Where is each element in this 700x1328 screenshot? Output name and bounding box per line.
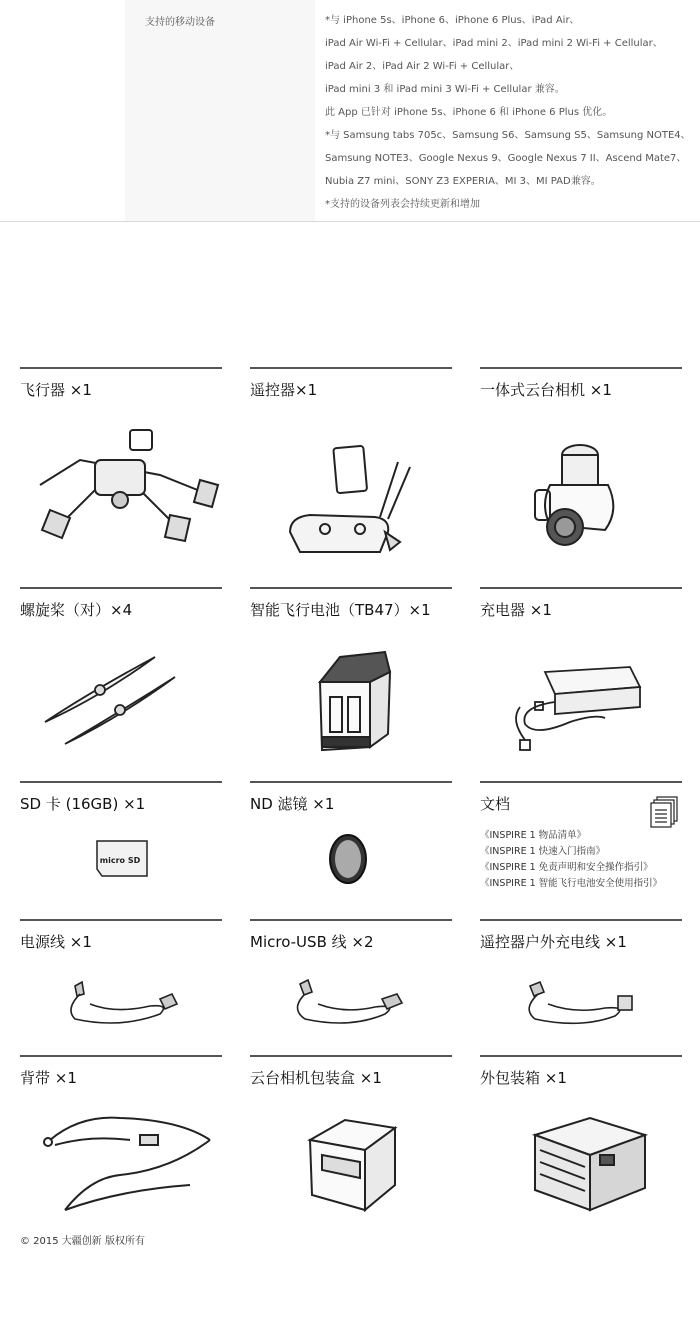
document-list	[480, 828, 662, 892]
item-divider	[480, 919, 682, 921]
outdoor-charging-cable-icon	[480, 974, 682, 1034]
item-divider	[250, 587, 452, 589]
document-entry: 《INSPIRE 1 免责声明和安全操作指引》	[480, 862, 653, 873]
gimbal-camera-icon	[480, 435, 682, 555]
item-divider	[480, 781, 682, 783]
item-divider	[250, 367, 452, 369]
spec-line: iPad Air 2、iPad Air 2 Wi-Fi + Cellular、	[325, 61, 520, 72]
strap-icon	[20, 1110, 222, 1220]
battery-icon	[250, 642, 452, 762]
spec-label-column	[125, 0, 315, 222]
item-title: 螺旋桨（对）×4	[20, 601, 133, 619]
item-title: 遥控器×1	[250, 381, 318, 399]
spec-line: 此 App 已针对 iPhone 5s、iPhone 6 和 iPhone 6 Plus 优化。	[325, 107, 613, 118]
item-divider	[20, 1055, 222, 1057]
item-divider	[20, 919, 222, 921]
item-divider	[20, 367, 222, 369]
spec-divider	[0, 221, 700, 222]
spec-line: Nubia Z7 mini、SONY Z3 EXPERIA、MI 3、MI PAD兼容。	[325, 176, 601, 187]
spec-label: 支持的移动设备	[145, 17, 215, 28]
camera-box-icon	[250, 1100, 452, 1220]
copyright-footer: © 2015 大疆创新 版权所有	[20, 1236, 145, 1247]
spec-line: *支持的设备列表会持续更新和增加	[325, 199, 480, 210]
item-divider	[250, 1055, 452, 1057]
charger-icon	[480, 662, 682, 762]
spec-line: *与 Samsung tabs 705c、Samsung S6、Samsung S5、Samsung NOTE4、	[325, 130, 691, 141]
document-icon	[650, 796, 680, 828]
spec-line: iPad mini 3 和 iPad mini 3 Wi-Fi + Cellular 兼容。	[325, 84, 565, 95]
drone-icon	[20, 415, 222, 545]
item-divider	[250, 781, 452, 783]
document-entry: 《INSPIRE 1 智能飞行电池安全使用指引》	[480, 878, 663, 889]
supported-devices-table	[0, 0, 700, 222]
spec-line: iPad Air Wi-Fi + Cellular、iPad mini 2、iPad mini 2 Wi-Fi + Cellular、	[325, 38, 663, 49]
item-title: 遥控器户外充电线 ×1	[480, 933, 627, 951]
spec-line: *与 iPhone 5s、iPhone 6、iPhone 6 Plus、iPad Air、	[325, 15, 580, 26]
microsd-label: micro SD	[99, 856, 141, 865]
item-title: 电源线 ×1	[20, 933, 92, 951]
item-title: ND 滤镜 ×1	[250, 795, 335, 813]
item-divider	[250, 919, 452, 921]
item-title: Micro-USB 线 ×2	[250, 933, 374, 951]
item-title: 文档	[480, 795, 511, 813]
microsd-icon	[20, 836, 222, 886]
item-title: 飞行器 ×1	[20, 381, 92, 399]
item-divider	[480, 587, 682, 589]
document-entry: 《INSPIRE 1 快速入门指南》	[480, 846, 606, 857]
item-divider	[20, 587, 222, 589]
item-divider	[20, 781, 222, 783]
item-divider	[480, 1055, 682, 1057]
carrying-case-icon	[480, 1100, 682, 1220]
item-title: SD 卡 (16GB) ×1	[20, 795, 146, 813]
item-title: 智能飞行电池（TB47）×1	[250, 601, 431, 619]
power-cable-icon	[20, 974, 222, 1034]
spec-value-lines	[325, 9, 695, 216]
item-title: 充电器 ×1	[480, 601, 552, 619]
item-divider	[480, 367, 682, 369]
remote-controller-icon	[250, 437, 452, 557]
item-title: 云台相机包装盒 ×1	[250, 1069, 382, 1087]
item-title: 外包装箱 ×1	[480, 1069, 567, 1087]
usb-cable-icon	[250, 974, 452, 1034]
nd-filter-icon	[250, 829, 452, 889]
document-entry: 《INSPIRE 1 物品清单》	[480, 830, 587, 841]
item-title: 背带 ×1	[20, 1069, 77, 1087]
spec-line: Samsung NOTE3、Google Nexus 9、Google Nexus 7 II、Ascend Mate7、	[325, 153, 687, 164]
item-title: 一体式云台相机 ×1	[480, 381, 612, 399]
propeller-icon	[20, 652, 222, 752]
